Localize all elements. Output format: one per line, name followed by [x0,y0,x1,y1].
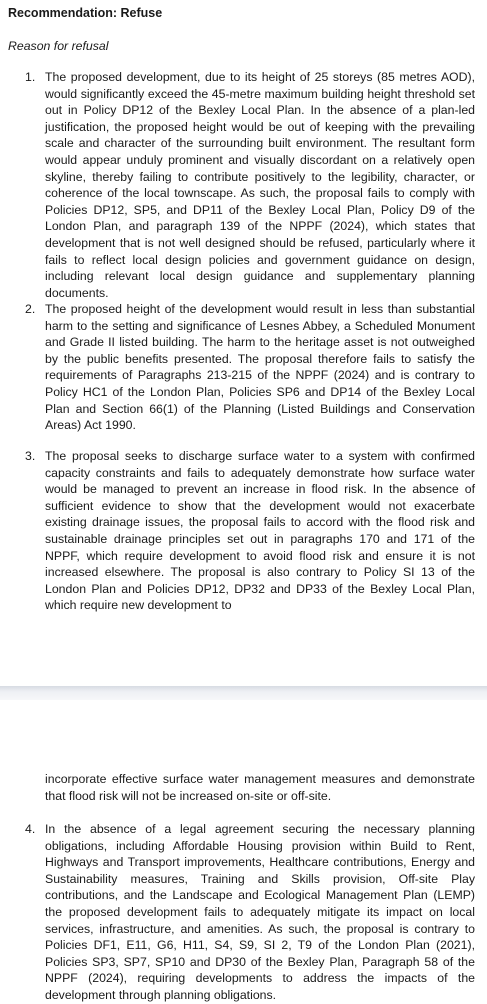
reason-text: In the absence of a legal agreement securing the necessary planning obligations, including Affordable Housing provision within Build to Rent, Highways and Transport improvements, Healthcare contributions, Energy and Sustainability measures, Training and Skills provision, Off-site Play contributions, and the Landscape and Ecological Management Plan (LEMP) the proposed development fails to adequately mitigate its impact on local services, infrastructure, and amenities. As such, the proposal is contrary to Policies DF1, E11, G6, H11, S4, S9, SI 2, T9 of the London Plan (2021), Policies SP3, SP7, SP10 and DP30 of the Bexley Plan, Paragraph 58 of the NPPF (2024), requiring developments to address the impacts of the development through planning obligations. [45,822,475,1002]
refusal-reason-4 [25,821,475,1004]
reason-text: The proposed development, due to its height of 25 storeys (85 metres AOD), would significantly exceed the 45-metre maximum building height threshold set out in Policy DP12 of the Bexley Local Plan. In the absence of a plan-led justification, the proposed height would be out of keeping with the prevailing scale and character of the surrounding built environment. The resultant form would appear unduly prominent and visually discordant on a relatively open skyline, thereby failing to contribute positively to the legibility, character, or coherence of the local townscape. As such, the proposal fails to comply with Policies DP12, SP5, and DP11 of the Bexley Local Plan, Policy D9 of the London Plan, and paragraph 139 of the NPPF (2024), which states that development that is not well designed should be refused, particularly where it fails to reflect local design policies and government guidance on design, including relevant local design guidance and supplementary planning documents. [45,70,475,300]
refusal-reason-3 [25,448,475,614]
reason-text: The proposal seeks to discharge surface water to a system with confirmed capacity constraints and fails to adequately demonstrate how surface water would be managed to prevent an increase in flood risk. In the absence of sufficient evidence to show that the development would not exacerbate existing drainage issues, the proposal fails to accord with the flood risk and sustainable drainage principles set out in paragraphs 170 and 171 of the NPPF, which require development to avoid flood risk and ensure it is not increased elsewhere. The proposal is also contrary to Policy SI 13 of the London Plan and Policies DP12, DP32 and DP33 of the Bexley Local Plan, which require new development to [45,449,475,613]
reason-number: 1. [25,70,36,84]
recommendation-heading: Recommendation: Refuse [8,6,163,20]
reason-subheading: Reason for refusal [8,39,109,53]
reason-number: 3. [25,449,36,463]
refusal-reason-2 [25,301,475,434]
reason-number: 4. [25,822,36,836]
reason-text: The proposed height of the development would result in less than substantial harm to the setting and significance of Lesnes Abbey, a Scheduled Monument and Grade II listed building. The harm to the heritage asset is not outweighed by the public benefits presented. The proposal therefore fails to satisfy the requirements of Paragraphs 213-215 of the NPPF (2024) and is contrary to Policy HC1 of the London Plan, Policies SP6 and DP14 of the Bexley Local Plan and Section 66(1) of the Planning (Listed Buildings and Conservation Areas) Act 1990. [45,302,475,433]
document-page-2 [0,700,487,1000]
refusal-reason-1 [25,69,475,301]
reason-number: 2. [25,302,36,316]
reason-3-continuation: incorporate effective surface water management measures and demonstrate that flood risk will not be increased on-site or off-site. [45,772,475,803]
page-break-divider [0,686,487,700]
